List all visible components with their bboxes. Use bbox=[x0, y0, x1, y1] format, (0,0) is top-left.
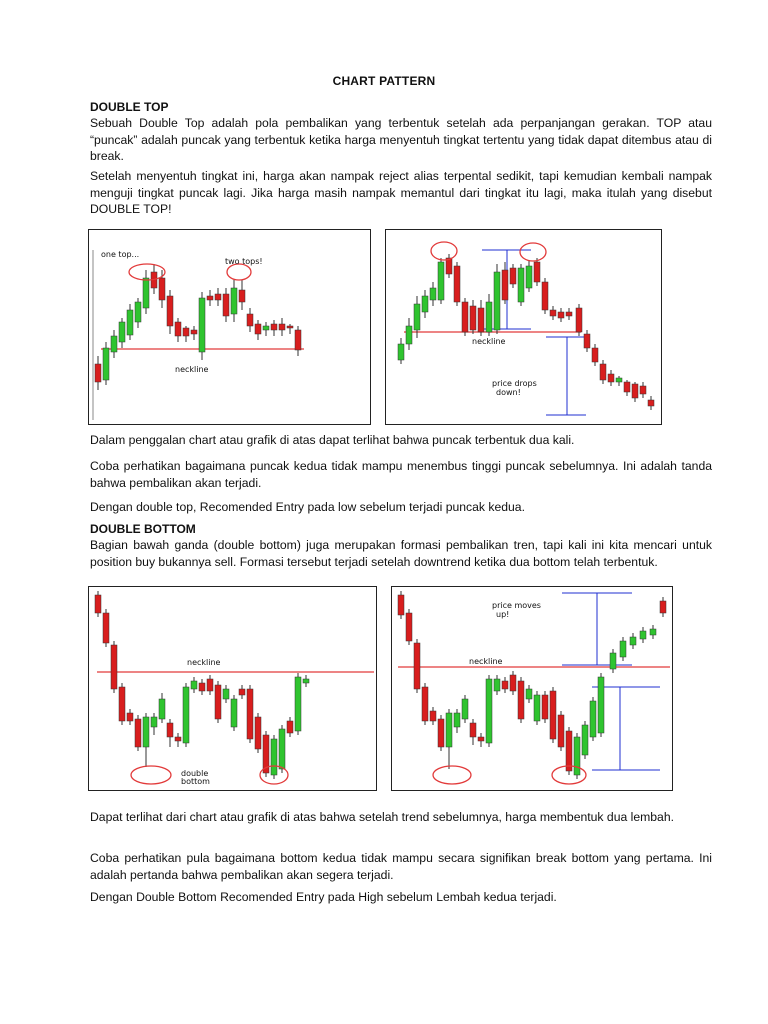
label-neckline: neckline bbox=[472, 337, 506, 346]
paragraph-double-top-2: Setelah menyentuh tingkat ini, harga akan nampak reject alias terpental sedikit, tapi kemudian kembali nampak menguji tingkat puncak lagi. Jika harga masih nampak memantul dari tingkat itu lagi, maka itulah yang disebut DOUBLE TOP! bbox=[90, 169, 712, 216]
candle-bearish bbox=[584, 334, 590, 348]
candle-bullish bbox=[446, 713, 452, 747]
double-top-chart-1 bbox=[89, 230, 372, 426]
label-neckline: neckline bbox=[175, 365, 209, 374]
candle-bearish bbox=[255, 717, 261, 749]
candle-bearish bbox=[502, 270, 508, 300]
candle-bullish bbox=[303, 679, 309, 683]
candle-bearish bbox=[95, 364, 101, 382]
candle-bullish bbox=[454, 713, 460, 727]
candle-bullish bbox=[143, 278, 149, 308]
candle-bearish bbox=[576, 308, 582, 332]
candle-bullish bbox=[398, 344, 404, 360]
candle-bearish bbox=[111, 645, 117, 689]
candle-bullish bbox=[630, 637, 636, 645]
candle-bullish bbox=[422, 296, 428, 312]
candle-bearish bbox=[95, 595, 101, 613]
candle-bearish bbox=[271, 324, 277, 330]
candle-bearish bbox=[510, 268, 516, 284]
label-neckline: neckline bbox=[187, 658, 221, 667]
candle-bearish bbox=[183, 328, 189, 336]
candle-bearish bbox=[215, 294, 221, 300]
label-bottom: bottom bbox=[181, 777, 210, 786]
candle-bullish bbox=[610, 653, 616, 669]
candle-bearish bbox=[103, 613, 109, 643]
candle-bearish bbox=[454, 266, 460, 302]
candle-bearish bbox=[279, 324, 285, 330]
candle-bullish bbox=[414, 304, 420, 330]
candle-bullish bbox=[620, 641, 626, 657]
candle-bearish bbox=[550, 691, 556, 739]
candle-bearish bbox=[592, 348, 598, 362]
top-circle bbox=[227, 264, 251, 280]
candle-bearish bbox=[470, 306, 476, 330]
candle-bearish bbox=[175, 737, 181, 741]
candle-bearish bbox=[502, 681, 508, 689]
candle-bearish bbox=[478, 737, 484, 741]
candle-bearish bbox=[199, 683, 205, 691]
paragraph-double-bottom-3: Coba perhatikan pula bagaimana bottom kedua tidak mampu secara signifikan break bottom yang pertama. Ini adalah pertanda bahwa pembalikan akan segera terjadi. bbox=[90, 851, 712, 882]
label-neckline: neckline bbox=[469, 657, 503, 666]
candle-bearish bbox=[175, 322, 181, 336]
page-title: CHART PATTERN bbox=[332, 74, 436, 88]
candle-bearish bbox=[119, 687, 125, 721]
candle-bearish bbox=[287, 721, 293, 733]
candle-bearish bbox=[207, 679, 213, 691]
paragraph-double-bottom-4: Dengan Double Bottom Recomended Entry pada High sebelum Lembah kedua terjadi. bbox=[90, 890, 557, 904]
candle-bullish bbox=[462, 699, 468, 719]
candle-bullish bbox=[231, 699, 237, 727]
paragraph-double-bottom-2: Dapat terlihat dari chart atau grafik di atas bahwa setelah trend sebelumnya, harga membentuk dua lembah. bbox=[90, 810, 674, 824]
top-circle bbox=[520, 243, 546, 261]
heading-double-top: DOUBLE TOP bbox=[90, 100, 169, 114]
label-down: down! bbox=[496, 388, 521, 397]
figure-double-top-2 bbox=[385, 229, 662, 425]
candle-bullish bbox=[438, 262, 444, 300]
candle-bullish bbox=[526, 689, 532, 699]
candle-bearish bbox=[534, 262, 540, 282]
candle-bearish bbox=[167, 296, 173, 326]
candle-bearish bbox=[470, 723, 476, 737]
candle-bearish bbox=[558, 312, 564, 318]
candle-bearish bbox=[510, 675, 516, 691]
double-top-chart-2 bbox=[386, 230, 663, 426]
candle-bullish bbox=[279, 729, 285, 769]
candle-bullish bbox=[271, 739, 277, 775]
candle-bearish bbox=[624, 382, 630, 392]
candle-bullish bbox=[650, 629, 656, 635]
candle-bearish bbox=[430, 711, 436, 721]
bottom-circle bbox=[131, 766, 171, 784]
candle-bullish bbox=[199, 298, 205, 352]
candle-bearish bbox=[422, 687, 428, 721]
candle-bullish bbox=[111, 336, 117, 352]
candle-bullish bbox=[119, 322, 125, 342]
label-one-top: one top... bbox=[101, 250, 140, 259]
candle-bearish bbox=[438, 719, 444, 747]
candle-bearish bbox=[640, 386, 646, 394]
candle-bearish bbox=[414, 643, 420, 689]
candle-bearish bbox=[247, 689, 253, 739]
candle-bullish bbox=[494, 272, 500, 330]
figure-double-bottom-1 bbox=[88, 586, 377, 791]
top-circle bbox=[431, 242, 457, 260]
candle-bearish bbox=[518, 681, 524, 719]
candle-bullish bbox=[151, 717, 157, 727]
candle-bearish bbox=[239, 689, 245, 695]
candle-bearish bbox=[478, 308, 484, 332]
label-two-tops: two tops! bbox=[225, 257, 263, 266]
candle-bearish bbox=[247, 314, 253, 326]
candle-bullish bbox=[590, 701, 596, 737]
candle-bullish bbox=[534, 695, 540, 721]
paragraph-double-top-5: Dengan double top, Recomended Entry pada low sebelum terjadi puncak kedua. bbox=[90, 500, 525, 514]
candle-bullish bbox=[574, 737, 580, 775]
candle-bearish bbox=[608, 374, 614, 382]
candle-bearish bbox=[542, 282, 548, 310]
candle-bullish bbox=[406, 326, 412, 344]
candle-bullish bbox=[486, 679, 492, 743]
candle-bullish bbox=[191, 681, 197, 689]
candle-bullish bbox=[103, 348, 109, 380]
candle-bullish bbox=[143, 717, 149, 747]
candle-bearish bbox=[648, 400, 654, 406]
candle-bearish bbox=[215, 685, 221, 719]
candle-bearish bbox=[398, 595, 404, 615]
label-price-drops: price drops bbox=[492, 379, 537, 388]
figure-double-bottom-2 bbox=[391, 586, 673, 791]
candle-bullish bbox=[295, 677, 301, 731]
candle-bearish bbox=[167, 723, 173, 737]
double-bottom-chart-2 bbox=[392, 587, 674, 792]
candle-bearish bbox=[127, 713, 133, 721]
candle-bearish bbox=[223, 294, 229, 316]
candle-bearish bbox=[462, 302, 468, 332]
top-circle bbox=[129, 264, 165, 280]
candle-bearish bbox=[239, 290, 245, 302]
label-up: up! bbox=[496, 610, 510, 619]
candle-bearish bbox=[550, 310, 556, 316]
candle-bearish bbox=[295, 330, 301, 350]
candle-bearish bbox=[600, 364, 606, 380]
candle-bearish bbox=[159, 278, 165, 300]
heading-double-bottom: DOUBLE BOTTOM bbox=[90, 522, 196, 536]
double-bottom-chart-1 bbox=[89, 587, 378, 792]
candle-bullish bbox=[582, 725, 588, 755]
candle-bullish bbox=[494, 679, 500, 691]
candle-bearish bbox=[660, 601, 666, 613]
candle-bullish bbox=[183, 687, 189, 743]
candle-bullish bbox=[640, 631, 646, 639]
candle-bearish bbox=[287, 326, 293, 328]
candle-bearish bbox=[558, 715, 564, 747]
label-price-moves: price moves bbox=[492, 601, 541, 610]
candle-bullish bbox=[223, 689, 229, 699]
candle-bullish bbox=[526, 266, 532, 288]
candle-bearish bbox=[207, 296, 213, 300]
candle-bullish bbox=[135, 302, 141, 322]
bottom-circle bbox=[433, 766, 471, 784]
candle-bullish bbox=[430, 288, 436, 300]
label-double: double bbox=[181, 769, 209, 778]
candle-bullish bbox=[159, 699, 165, 719]
candle-bullish bbox=[127, 310, 133, 335]
candle-bullish bbox=[263, 326, 269, 330]
candle-bullish bbox=[616, 378, 622, 382]
candle-bearish bbox=[542, 695, 548, 719]
candle-bearish bbox=[191, 330, 197, 334]
candle-bearish bbox=[632, 384, 638, 398]
candle-bullish bbox=[598, 677, 604, 733]
candle-bearish bbox=[566, 312, 572, 316]
paragraph-double-top-3: Dalam penggalan chart atau grafik di atas dapat terlihat bahwa puncak terbentuk dua kali. bbox=[90, 433, 575, 447]
paragraph-double-top-1: Sebuah Double Top adalah pola pembalikan yang terbentuk setelah ada perpanjangan gerakan. TOP atau “puncak” adalah puncak yang terbentuk ketika harga menyentuh tingkat tertentu yang tidak dapat ditembus atau di break. bbox=[90, 116, 712, 163]
figure-double-top-1 bbox=[88, 229, 371, 425]
candle-bullish bbox=[231, 288, 237, 314]
candle-bullish bbox=[518, 268, 524, 302]
candle-bearish bbox=[566, 731, 572, 771]
candle-bearish bbox=[255, 324, 261, 334]
candle-bearish bbox=[135, 719, 141, 747]
candle-bullish bbox=[486, 302, 492, 332]
candle-bearish bbox=[406, 613, 412, 641]
paragraph-double-top-4: Coba perhatikan bagaimana puncak kedua tidak mampu menembus tinggi puncak sebelumnya. Ini adalah tanda bahwa pembalikan akan terjadi. bbox=[90, 459, 712, 490]
paragraph-double-bottom-1: Bagian bawah ganda (double bottom) juga merupakan formasi pembalikan tren, tapi kali ini kita mencari untuk position buy bukannya sell. Formasi tersebut terjadi setelah downtrend ketika dua bottom telah terbentuk. bbox=[90, 538, 712, 569]
